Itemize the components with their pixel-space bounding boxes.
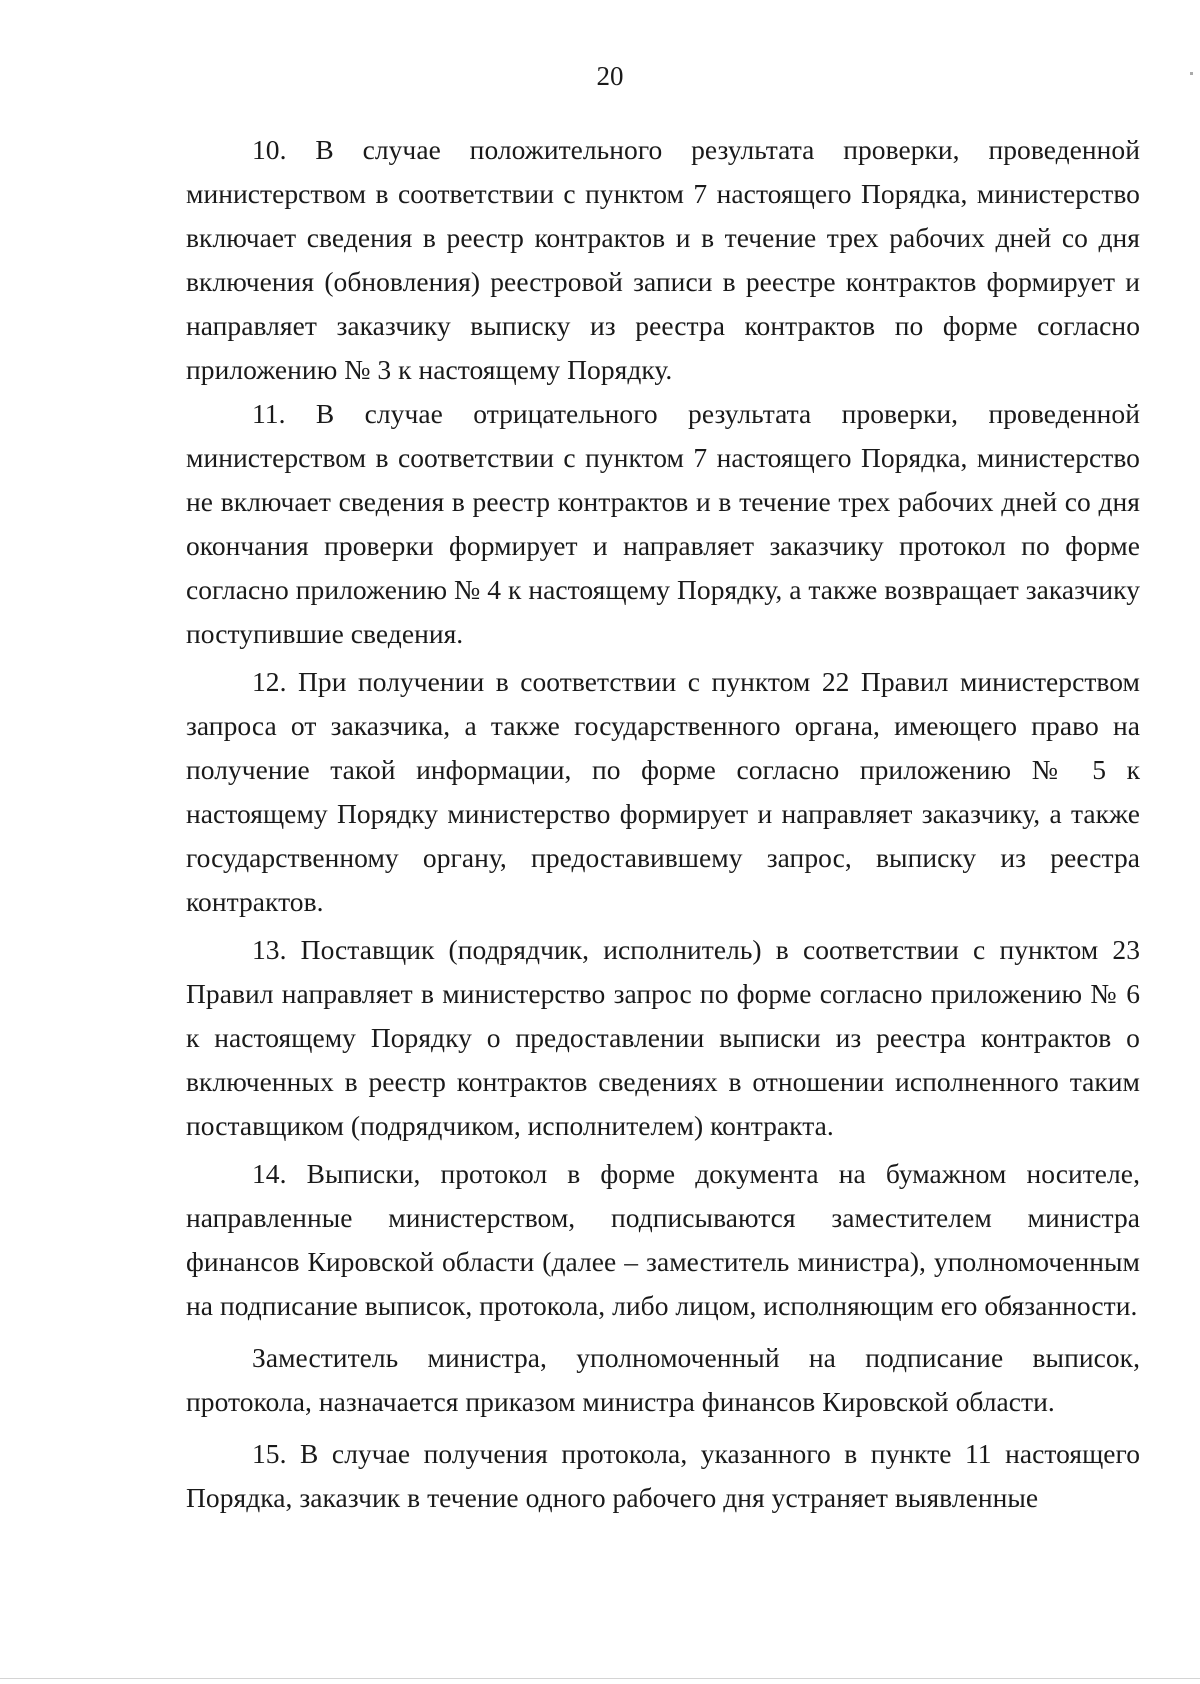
scan-artifact-top — [1190, 72, 1193, 75]
page-number: 20 — [596, 61, 624, 91]
paragraph-11: 11. В случае отрицательного результата проверки, проведенной министерством в соответствии с пунктом 7 настоящего Порядка, министерство не включает сведения в реестр контрактов и в течение трех рабочих дней со дня окончания проверки формирует и направляет заказчику протокол по форме согласно приложению № 4 к настоящему Порядку, а также возвращает заказчику поступившие сведения. — [186, 398, 1140, 649]
paragraph-14-addendum: Заместитель министра, уполномоченный на подписание выписок, протокола, назначается приказом министра финансов Кировской области. — [186, 1342, 1140, 1417]
paragraph-14: 14. Выписки, протокол в форме документа на бумажном носителе, направленные министерством, подписываются заместителем министра финансов Кировской области (далее – заместитель министра), уполномоченным на подписание выписок, протокола, либо лицом, исполняющим его обязанности. — [186, 1158, 1140, 1321]
paragraph-15: 15. В случае получения протокола, указанного в пункте 11 настоящего Порядка, заказчик в течение одного рабочего дня устраняет выявленные — [186, 1438, 1140, 1513]
scan-artifact-bottom — [0, 1678, 1200, 1679]
paragraph-13: 13. Поставщик (подрядчик, исполнитель) в соответствии с пунктом 23 Правил направляет в министерство запрос по форме согласно приложению № 6 к настоящему Порядку о предоставлении выписки из реестра контрактов о включенных в реестр контрактов сведениях в отношении исполненного таким поставщиком (подрядчиком, исполнителем) контракта. — [186, 934, 1140, 1141]
document-body — [186, 128, 1140, 1520]
paragraph-12: 12. При получении в соответствии с пунктом 22 Правил министерством запроса от заказчика, а также государственного органа, имеющего право на получение такой информации, по форме согласно приложению № 5 к настоящему Порядку министерство формирует и направляет заказчику, а также государственному органу, предоставившему запрос, выписку из реестра контрактов. — [186, 666, 1140, 917]
paragraph-10: 10. В случае положительного результата проверки, проведенной министерством в соответствии с пунктом 7 настоящего Порядка, министерство включает сведения в реестр контрактов и в течение трех рабочих дней со дня включения (обновления) реестровой записи в реестре контрактов формирует и направляет заказчику выписку из реестра контрактов по форме согласно приложению № 3 к настоящему Порядку. — [186, 134, 1140, 385]
